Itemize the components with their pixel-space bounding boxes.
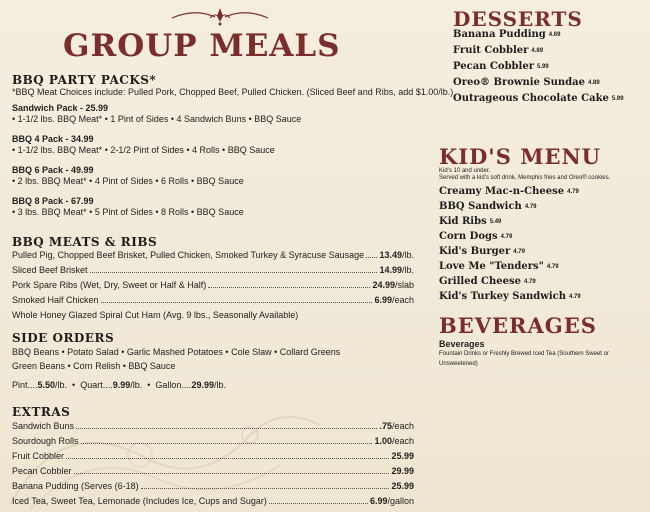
item-price: 4.79 bbox=[567, 189, 579, 195]
item-price: 13.49 bbox=[379, 250, 402, 260]
menu-row bbox=[12, 265, 414, 276]
quart-unit: /lb. • Gallon.... bbox=[130, 380, 192, 390]
menu-row bbox=[12, 280, 414, 291]
extras-heading: EXTRAS bbox=[12, 405, 71, 419]
item-name: Smoked Half Chicken bbox=[12, 295, 99, 305]
kids-note: Kid's 10 and under. bbox=[439, 168, 491, 174]
pack-desc: • 3 lbs. BBQ Meat* • 5 Pint of Sides • 8 Rolls • BBQ Sauce bbox=[12, 207, 244, 217]
item-price: 6.99 bbox=[374, 295, 392, 305]
group-meals-title: GROUP MEALS bbox=[63, 28, 341, 64]
item-name: Banana Pudding (Serves (6-18) bbox=[12, 481, 139, 491]
item-name: Grilled Cheese bbox=[439, 276, 521, 287]
kids-item bbox=[439, 231, 512, 242]
item-name: Sourdough Rolls bbox=[12, 436, 79, 446]
ham-note: Whole Honey Glazed Spiral Cut Ham (Avg. 9 lbs., Seasonally Available) bbox=[12, 310, 299, 320]
item-price: 14.99 bbox=[379, 265, 402, 275]
pint-price: 5.50 bbox=[37, 380, 56, 390]
item-price: 25.99 bbox=[391, 481, 414, 491]
item-name: Iced Tea, Sweet Tea, Lemonade (Includes Ice, Cups and Sugar) bbox=[12, 496, 267, 506]
item-name: Kid's Turkey Sandwich bbox=[439, 291, 567, 302]
item-name: Outrageous Chocolate Cake bbox=[453, 93, 609, 104]
item-price: 24.99 bbox=[372, 280, 395, 290]
item-price: 5.49 bbox=[489, 219, 502, 225]
item-name: Fruit Cobbler bbox=[12, 451, 65, 461]
item-name: Pecan Cobbler bbox=[453, 61, 534, 72]
sides-line: BBQ Beans • Potato Salad • Garlic Mashed Potatoes • Cole Slaw • Collard Greens bbox=[12, 347, 341, 357]
item-price: 4.79 bbox=[513, 249, 525, 255]
item-price: 4.79 bbox=[524, 204, 537, 210]
dessert-item bbox=[453, 77, 600, 88]
menu-row bbox=[12, 250, 414, 261]
dessert-item bbox=[453, 93, 624, 104]
menu-row bbox=[12, 496, 414, 507]
pint-unit: /lb. • Quart.... bbox=[55, 380, 113, 390]
item-unit: /slab bbox=[394, 280, 414, 290]
menu-row bbox=[12, 466, 414, 477]
item-price: .75 bbox=[379, 421, 392, 431]
pack-name: BBQ 6 Pack - 49.99 bbox=[12, 165, 94, 175]
item-name: Kid's Burger bbox=[439, 246, 511, 257]
pack-name: Sandwich Pack - 25.99 bbox=[12, 103, 109, 113]
item-name: Pork Spare Ribs (Wet, Dry, Sweet or Half & Half) bbox=[12, 280, 207, 290]
item-name: Oreo® Brownie Sundae bbox=[453, 77, 586, 88]
item-price: 4.89 bbox=[531, 48, 544, 54]
item-name: Pulled Pig, Chopped Beef Brisket, Pulled Chicken, Smoked Turkey & Syracuse Sausage bbox=[12, 250, 365, 260]
item-unit: /each bbox=[391, 421, 414, 431]
item-price: 25.99 bbox=[391, 451, 414, 461]
beverages-title: BEVERAGES bbox=[439, 313, 597, 338]
item-name: Fruit Cobbler bbox=[453, 45, 529, 56]
item-name: Love Me "Tenders" bbox=[439, 261, 544, 272]
menu-row bbox=[12, 421, 414, 432]
sides-pricing bbox=[12, 380, 226, 391]
item-unit: /gallon bbox=[387, 496, 414, 506]
item-price: 5.99 bbox=[611, 96, 624, 102]
kids-item bbox=[439, 186, 579, 197]
ornament-icon bbox=[170, 6, 270, 26]
menu-row bbox=[12, 451, 414, 462]
item-price: 4.79 bbox=[500, 234, 513, 240]
desserts-title: DESSERTS bbox=[453, 7, 583, 31]
item-price: 1.00 bbox=[374, 436, 392, 446]
sides-heading: SIDE ORDERS bbox=[12, 331, 115, 345]
item-name: Sliced Beef Brisket bbox=[12, 265, 88, 275]
sides-line: Green Beans • Corn Relish • BBQ Sauce bbox=[12, 361, 176, 371]
quart-price: 9.99 bbox=[112, 380, 131, 390]
kids-item bbox=[439, 291, 581, 302]
kids-menu-title: KID'S MENU bbox=[439, 144, 601, 169]
item-price: 4.79 bbox=[546, 264, 559, 270]
pack-desc: • 2 lbs. BBQ Meat* • 4 Pint of Sides • 6 Rolls • BBQ Sauce bbox=[12, 176, 244, 186]
item-name: Pecan Cobbler bbox=[12, 466, 72, 476]
item-name: Creamy Mac-n-Cheese bbox=[439, 186, 565, 197]
dessert-item bbox=[453, 45, 543, 56]
item-name: Banana Pudding bbox=[453, 29, 546, 40]
item-name: Kid Ribs bbox=[439, 216, 487, 227]
kids-item bbox=[439, 276, 536, 287]
pack-name: BBQ 8 Pack - 67.99 bbox=[12, 196, 94, 206]
menu-row bbox=[12, 481, 414, 492]
kids-item bbox=[439, 246, 525, 257]
menu-row bbox=[12, 436, 414, 447]
pack-desc: • 1-1/2 lbs. BBQ Meat* • 1 Pint of Sides • 4 Sandwich Buns • BBQ Sauce bbox=[12, 114, 302, 124]
kids-item bbox=[439, 216, 501, 227]
item-unit: /lb. bbox=[401, 265, 414, 275]
item-price: 29.99 bbox=[391, 466, 414, 476]
item-price: 4.89 bbox=[588, 80, 600, 86]
item-name: Sandwich Buns bbox=[12, 421, 75, 431]
item-price: 6.99 bbox=[369, 496, 388, 506]
item-price: 4.69 bbox=[548, 32, 561, 38]
pint-label: Pint.... bbox=[12, 380, 38, 390]
party-packs-heading: BBQ PARTY PACKS* bbox=[12, 73, 157, 87]
dessert-item bbox=[453, 61, 549, 72]
item-price: 4.79 bbox=[569, 294, 581, 300]
beverages-line: Unsweetened) bbox=[439, 361, 478, 367]
item-unit: /each bbox=[391, 436, 414, 446]
meats-heading: BBQ MEATS & RIBS bbox=[12, 235, 158, 249]
item-unit: /lb. bbox=[401, 250, 414, 260]
party-packs-note: *BBQ Meat Choices include: Pulled Pork, Chopped Beef, Pulled Chicken. (Sliced Beef and Ribs, add $1.00/lb.) bbox=[12, 87, 454, 97]
item-price: 5.99 bbox=[536, 64, 549, 70]
kids-note: Served with a kid's soft drink, Memphis fries and Oreo® cookies. bbox=[439, 175, 611, 181]
gallon-unit: /lb. bbox=[213, 380, 226, 390]
item-name: BBQ Sandwich bbox=[439, 201, 522, 212]
dessert-item bbox=[453, 29, 560, 40]
kids-item bbox=[439, 261, 559, 272]
pack-name: BBQ 4 Pack - 34.99 bbox=[12, 134, 94, 144]
menu-row bbox=[12, 295, 414, 306]
kids-item bbox=[439, 201, 537, 212]
pack-desc: • 1-1/2 lbs. BBQ Meat* • 2-1/2 Pint of Sides • 4 Rolls • BBQ Sauce bbox=[12, 145, 275, 155]
item-name: Corn Dogs bbox=[439, 231, 498, 242]
beverages-line: Fountain Drinks or Freshly Brewed Iced Tea (Southern Sweet or bbox=[439, 351, 609, 357]
item-price: 4.79 bbox=[524, 279, 536, 285]
beverages-heading: Beverages bbox=[439, 339, 485, 349]
item-unit: /each bbox=[391, 295, 414, 305]
gallon-price: 29.99 bbox=[191, 380, 214, 390]
